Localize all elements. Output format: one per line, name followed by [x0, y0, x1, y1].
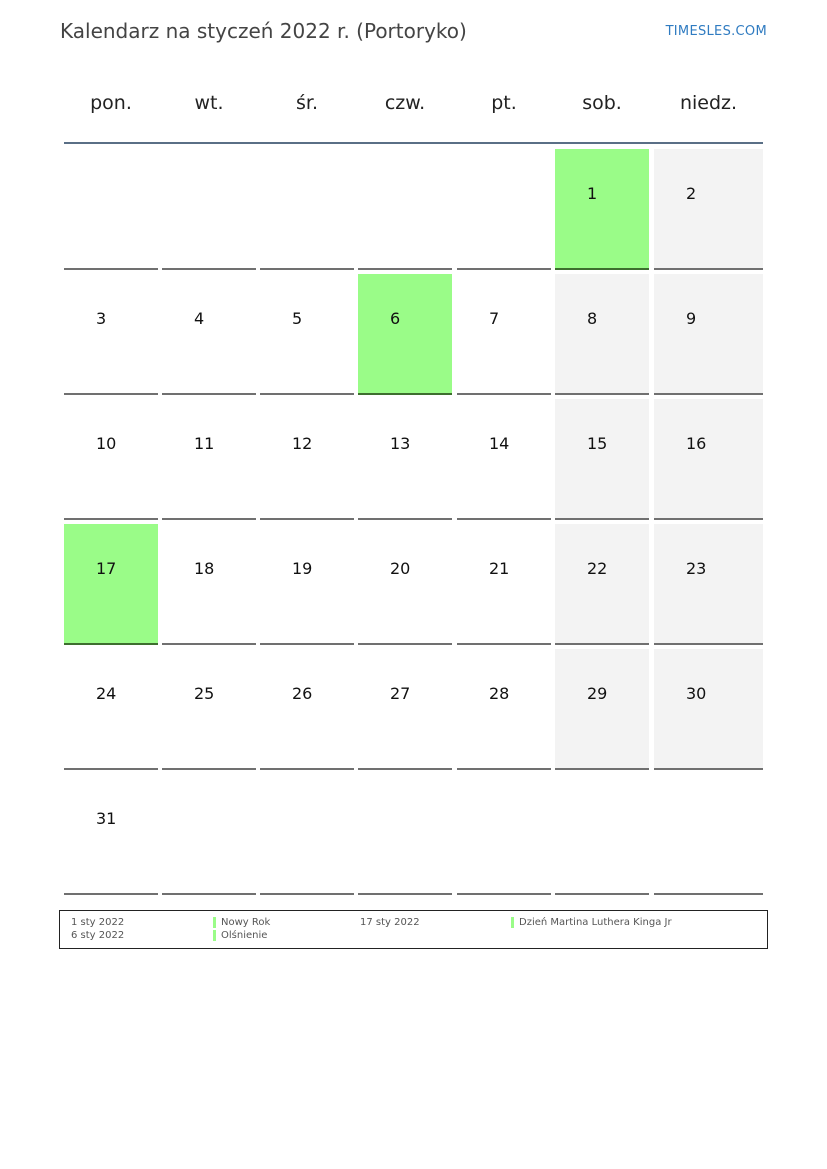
day-number: 6 — [390, 309, 401, 328]
day-number: 15 — [587, 434, 608, 453]
legend-holiday-name: Dzień Martina Luthera Kinga Jr — [519, 917, 672, 928]
day-number: 4 — [194, 309, 205, 328]
day-number: 11 — [194, 434, 215, 453]
day-number: 3 — [96, 309, 107, 328]
holiday-day-cell[interactable] — [64, 524, 158, 645]
weekday-header: niedz. — [679, 92, 738, 114]
day-cell[interactable] — [260, 399, 354, 520]
header-divider — [64, 142, 763, 144]
day-cell[interactable] — [654, 649, 763, 770]
day-number: 14 — [489, 434, 510, 453]
weekday-header: czw. — [384, 92, 426, 114]
empty-day-cell — [64, 149, 158, 270]
day-cell[interactable] — [654, 524, 763, 645]
weekday-header: pt. — [491, 92, 517, 114]
empty-day-cell — [162, 774, 256, 895]
day-cell[interactable] — [555, 649, 649, 770]
day-number: 23 — [686, 559, 707, 578]
day-number: 7 — [489, 309, 500, 328]
day-number: 12 — [292, 434, 313, 453]
day-number: 30 — [686, 684, 707, 703]
day-number: 9 — [686, 309, 697, 328]
holiday-day-cell[interactable] — [358, 274, 452, 395]
day-number: 21 — [489, 559, 510, 578]
day-number: 10 — [96, 434, 117, 453]
day-number: 28 — [489, 684, 510, 703]
page-title: Kalendarz na styczeń 2022 r. (Portoryko) — [60, 19, 467, 43]
day-cell[interactable] — [64, 274, 158, 395]
empty-day-cell — [162, 149, 256, 270]
empty-day-cell — [457, 149, 551, 270]
day-cell[interactable] — [654, 399, 763, 520]
weekday-header: sob. — [582, 92, 622, 114]
day-cell[interactable] — [555, 274, 649, 395]
day-cell[interactable] — [64, 649, 158, 770]
holiday-day-cell[interactable] — [555, 149, 649, 270]
day-cell[interactable] — [260, 274, 354, 395]
legend-holiday-name: Nowy Rok — [221, 917, 271, 928]
day-number: 26 — [292, 684, 313, 703]
day-cell[interactable] — [64, 399, 158, 520]
brand-link[interactable]: TIMESLES.COM — [665, 24, 767, 39]
empty-day-cell — [358, 149, 452, 270]
day-number: 25 — [194, 684, 215, 703]
legend-color-marker — [511, 917, 514, 928]
day-number: 8 — [587, 309, 598, 328]
day-cell[interactable] — [260, 524, 354, 645]
empty-day-cell — [457, 774, 551, 895]
legend-color-marker — [213, 930, 216, 941]
legend-date: 1 sty 2022 — [71, 917, 125, 928]
weekday-header: pon. — [90, 92, 132, 114]
day-cell[interactable] — [457, 524, 551, 645]
day-cell[interactable] — [457, 274, 551, 395]
day-number: 13 — [390, 434, 411, 453]
day-cell[interactable] — [260, 649, 354, 770]
day-cell[interactable] — [555, 524, 649, 645]
empty-day-cell — [260, 774, 354, 895]
day-cell[interactable] — [358, 649, 452, 770]
legend-color-marker — [213, 917, 216, 928]
day-cell[interactable] — [162, 524, 256, 645]
day-cell[interactable] — [457, 399, 551, 520]
empty-day-cell — [358, 774, 452, 895]
day-cell[interactable] — [654, 149, 763, 270]
day-cell[interactable] — [64, 774, 158, 895]
empty-day-cell — [260, 149, 354, 270]
day-number: 16 — [686, 434, 707, 453]
day-number: 17 — [96, 559, 117, 578]
day-number: 31 — [96, 809, 117, 828]
day-cell[interactable] — [654, 274, 763, 395]
empty-day-cell — [555, 774, 649, 895]
day-number: 24 — [96, 684, 117, 703]
day-number: 29 — [587, 684, 608, 703]
day-cell[interactable] — [555, 399, 649, 520]
weekday-header: śr. — [295, 92, 318, 114]
day-number: 27 — [390, 684, 411, 703]
holiday-legend — [59, 910, 768, 949]
day-cell[interactable] — [358, 399, 452, 520]
day-number: 2 — [686, 184, 697, 203]
day-number: 22 — [587, 559, 608, 578]
day-cell[interactable] — [358, 524, 452, 645]
day-number: 19 — [292, 559, 313, 578]
day-cell[interactable] — [162, 399, 256, 520]
weekday-header: wt. — [194, 92, 224, 114]
day-number: 20 — [390, 559, 411, 578]
day-number: 18 — [194, 559, 215, 578]
legend-holiday-name: Olśnienie — [221, 930, 268, 941]
day-cell[interactable] — [162, 649, 256, 770]
day-cell[interactable] — [457, 649, 551, 770]
legend-date: 17 sty 2022 — [360, 917, 420, 928]
legend-date: 6 sty 2022 — [71, 930, 125, 941]
day-cell[interactable] — [162, 274, 256, 395]
empty-day-cell — [654, 774, 763, 895]
day-number: 1 — [587, 184, 598, 203]
day-number: 5 — [292, 309, 303, 328]
